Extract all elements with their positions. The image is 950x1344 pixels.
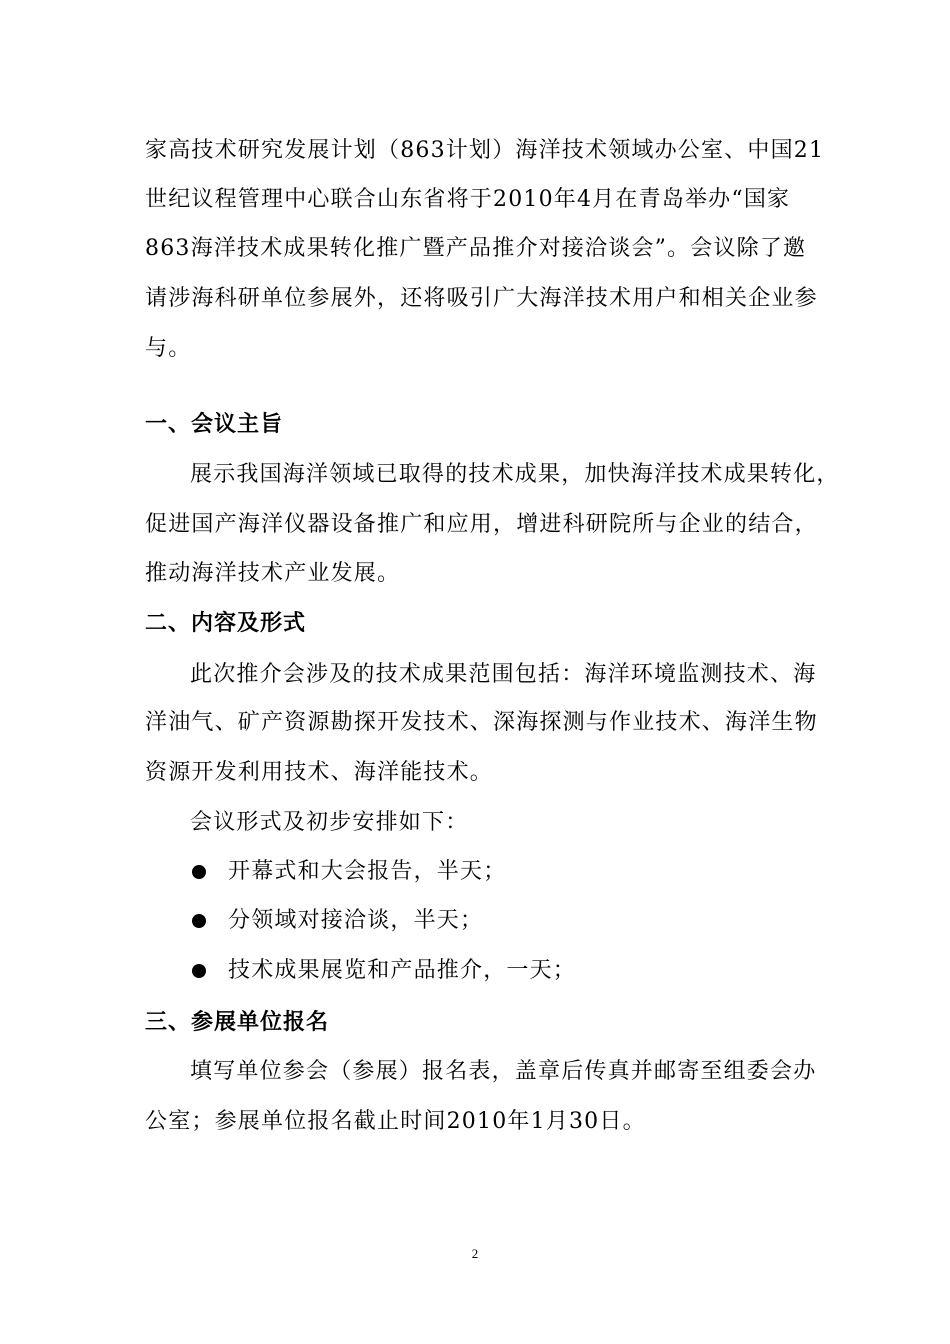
section3-line-1: 填写单位参会（参展）报名表，盖章后传真并邮寄至组委会办	[190, 1059, 817, 1084]
bullet-icon	[192, 964, 206, 978]
section-heading-2: 二、内容及形式	[145, 611, 307, 636]
bullet-icon	[192, 865, 206, 879]
section2-line-1: 此次推介会涉及的技术成果范围包括：海洋环境监测技术、海	[190, 662, 817, 687]
intro-line-5: 与。	[145, 336, 192, 361]
intro-line-3: 863海洋技术成果转化推广暨产品推介对接洽谈会”。会议除了邀	[145, 236, 807, 261]
format-intro: 会议形式及初步安排如下：	[190, 810, 469, 835]
intro-line-4: 请涉海科研单位参展外，还将吸引广大海洋技术用户和相关企业参	[145, 286, 818, 311]
section-heading-1: 一、会议主旨	[145, 412, 284, 437]
section1-line-3: 推动海洋技术产业发展。	[145, 561, 401, 586]
bullet-item-3	[190, 956, 576, 986]
section1-line-2: 促进国产海洋仪器设备推广和应用，增进科研院所与企业的结合，	[145, 512, 818, 537]
page-number: 2	[471, 1246, 479, 1261]
section1-line-1: 展示我国海洋领域已取得的技术成果，加快海洋技术成果转化，	[190, 462, 840, 487]
bullet-icon	[192, 914, 206, 928]
bullet-text-1: 开幕式和大会报告，半天；	[228, 859, 507, 884]
section2-line-2: 洋油气、矿产资源勘探开发技术、深海探测与作业技术、海洋生物	[145, 710, 818, 735]
bullet-item-1	[190, 857, 506, 887]
intro-line-1: 家高技术研究发展计划（863计划）海洋技术领域办公室、中国21	[145, 138, 825, 163]
bullet-text-3: 技术成果展览和产品推介，一天；	[228, 958, 577, 983]
bullet-item-2	[190, 906, 483, 936]
intro-line-2: 世纪议程管理中心联合山东省将于2010年4月在青岛举办“国家	[145, 187, 791, 212]
section2-line-3: 资源开发利用技术、海洋能技术。	[145, 760, 494, 785]
section3-line-2: 公室；参展单位报名截止时间2010年1月30日。	[145, 1109, 646, 1134]
section-heading-3: 三、参展单位报名	[145, 1010, 330, 1035]
bullet-text-2: 分领域对接洽谈，半天；	[228, 908, 484, 933]
